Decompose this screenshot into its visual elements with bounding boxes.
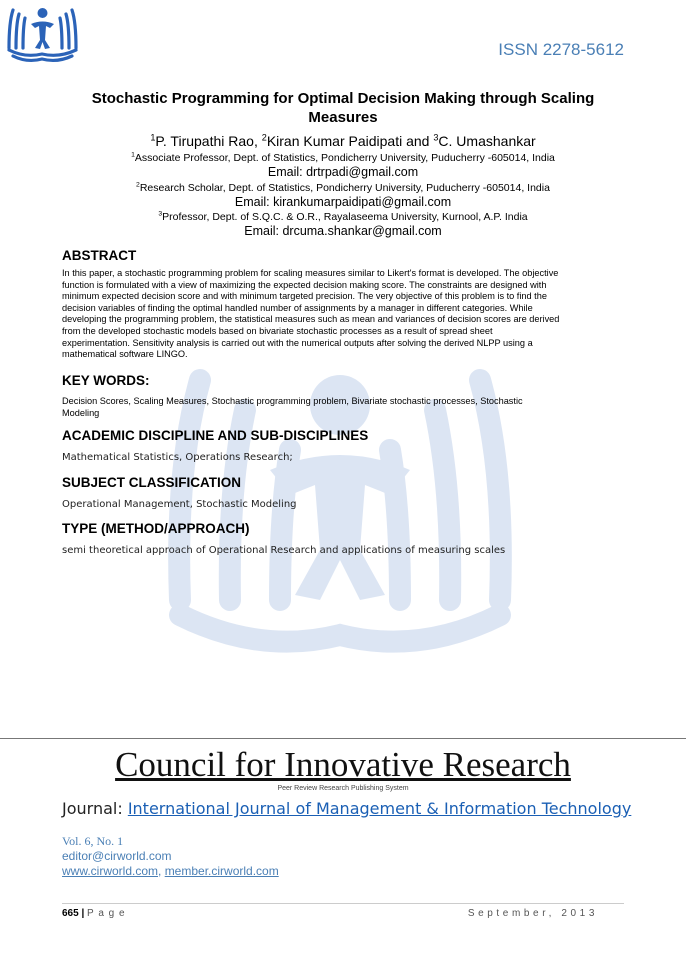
affiliation-2: $^2$Research Scholar, Dept. of Statistics, Pondicherry University, Puducherry -605014, India [136, 181, 550, 194]
peer-review-tagline: Peer Review Research Publishing System [277, 785, 409, 792]
cir-book-logo-icon [5, 2, 80, 64]
journal-line: Journal: International Journal of Management & Information Technology [62, 799, 632, 818]
author-email-2: Email: kirankumarpaidipati@gmail.com [234, 195, 452, 209]
council-title[interactable]: Council for Innovative Research [115, 745, 571, 784]
page-number: 665 | P a g e [62, 908, 126, 919]
discipline-heading: ACADEMIC DISCIPLINE AND SUB-DISCIPLINES [62, 428, 369, 443]
classification-text: Operational Management, Stochastic Modeling [62, 499, 297, 510]
journal-link[interactable]: International Journal of Management & Information Technology [127, 799, 632, 818]
issn-label: ISSN 2278-5612 [498, 40, 624, 59]
page-footer-divider [62, 903, 624, 904]
keywords-heading: KEY WORDS: [62, 373, 150, 388]
affiliation-3: $^3$Professor, Dept. of S.Q.C. & O.R., Rayalaseema University, Kurnool, A.P. India [158, 210, 528, 223]
abstract-heading: ABSTRACT [62, 248, 137, 263]
issue-date: September, 2013 [467, 908, 598, 919]
author-email-3: Email: drcuma.shankar@gmail.com [244, 224, 442, 238]
type-heading: TYPE (METHOD/APPROACH) [62, 521, 250, 536]
classification-heading: SUBJECT CLASSIFICATION [62, 475, 242, 490]
type-text: semi theoretical approach of Operational Research and applications of measuring scales [62, 545, 506, 556]
author-name: Kiran Kumar Paidipati and [266, 133, 434, 149]
footer-divider [0, 738, 686, 739]
editor-email-link[interactable]: editor@cirworld.com [62, 849, 172, 863]
author-list: $^1$P. Tirupathi Rao, $^2$Kiran Kumar Paidipati and $^3$C. Umashankar [150, 132, 536, 149]
author-email-1: Email: drtrpadi@gmail.com [267, 165, 419, 179]
keywords-text: Decision Scores, Scaling Measures, Stochastic programming problem, Bivariate stochastic processes, Stochastic Modeling [62, 396, 523, 418]
abstract-text: In this paper, a stochastic programming problem for scaling measures similar to Likert's format is developed. The objective function is formulated with a view of maximizing the expected decision making score. The constraints are designed with minimum expected decision score and with minimum targeted precision. The very objective of this problem is to find the decision variables of finding the optimal handled number of assignments by a manager in different categories. While developing the programming problem, the statistical measures such as mean and variances of decision scores are derived from the developed stochastic models based on bivariate stochastic processes as a result of spread sheet experimentation. Sensitivity analysis is carried out with the numerical outputs after solving the derived NLPP using a mathematical software LINGO. [62, 268, 560, 360]
author-name: C. Umashankar [438, 133, 536, 149]
discipline-text: Mathematical Statistics, Operations Research; [62, 452, 293, 463]
author-name: P. Tirupathi Rao, [155, 133, 262, 149]
website-links: www.cirworld.com, member.cirworld.com [62, 864, 279, 878]
member-site-link[interactable]: member.cirworld.com [164, 864, 279, 878]
paper-title: Stochastic Programming for Optimal Decision Making through Scaling Measures [91, 90, 595, 126]
volume-label: Vol. 6, No. 1 [62, 834, 124, 848]
cirworld-site-link[interactable]: www.cirworld.com [62, 864, 159, 878]
affiliation-1: $^1$Associate Professor, Dept. of Statistics, Pondicherry University, Puducherry -605014, India [131, 151, 555, 164]
